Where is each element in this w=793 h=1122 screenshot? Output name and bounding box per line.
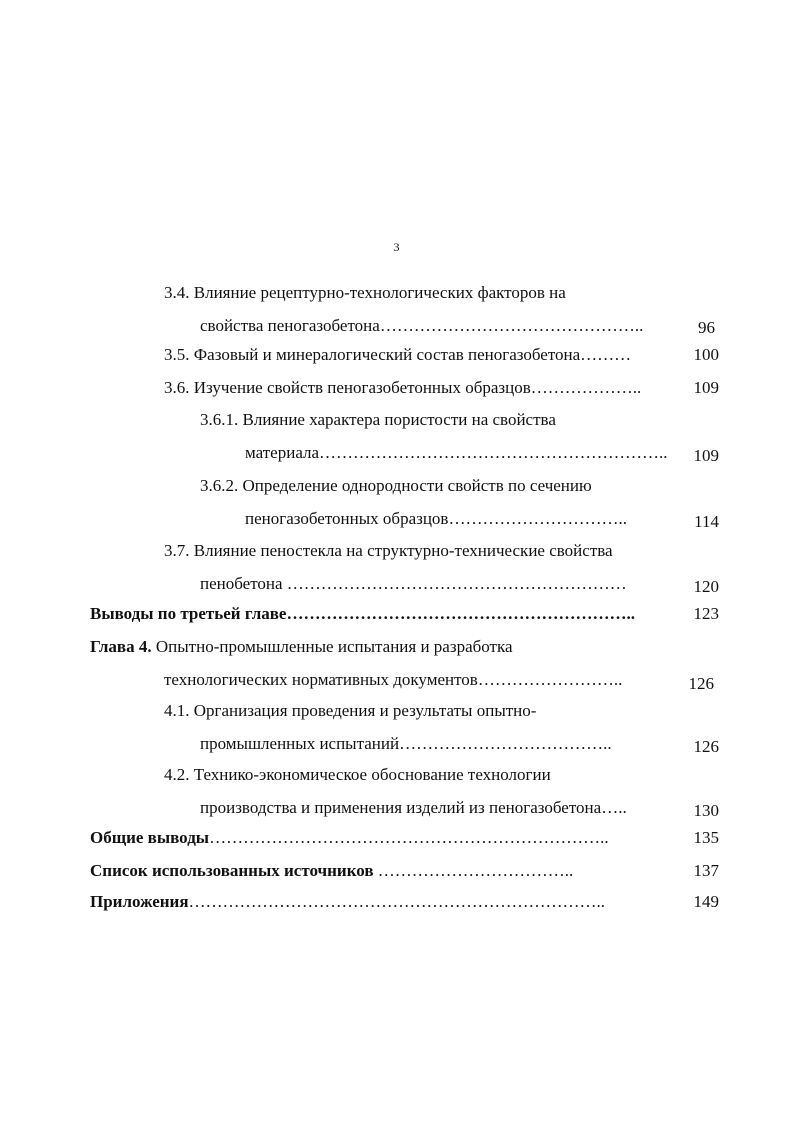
toc-appendix [90, 892, 605, 912]
toc-4-1-page: 126 [693, 737, 719, 756]
toc-appendix-dots: ……………………………………………………………….. [188, 892, 606, 911]
toc-3-6-2-page: 114 [694, 512, 719, 531]
toc-4-1-line1: 4.1. Организация проведения и результаты опытно- [164, 701, 537, 720]
toc-conclusions-3: Выводы по третьей главе…………………………………………………….. [90, 604, 635, 623]
toc-3-4-page: 96 [698, 318, 715, 337]
toc-general-conclusions [90, 828, 609, 848]
toc-3-4-line1: 3.4. Влияние рецептурно-технологических факторов на [164, 283, 566, 302]
toc-chapter-4-line1 [90, 637, 513, 657]
toc-chapter-4-page: 126 [688, 674, 714, 693]
toc-3-6-line1: 3.6. Изучение свойств пеногазобетонных образцов……………….. [164, 378, 642, 397]
toc-chapter-4-label: Глава 4. [90, 637, 152, 656]
toc-chapter-4-line2: технологических нормативных документов…………………….. [164, 670, 623, 689]
toc-general-dots: …………………………………………………………….. [209, 828, 609, 847]
toc-general-page: 135 [693, 828, 719, 847]
toc-3-6-page: 109 [693, 378, 719, 397]
toc-4-2-page: 130 [693, 801, 719, 820]
toc-4-1-line2: промышленных испытаний……………………………….. [200, 734, 612, 753]
toc-3-7-line2: пенобетона …………………………………………………… [200, 574, 627, 593]
toc-3-7-page: 120 [693, 577, 719, 596]
toc-4-2-line2: производства и применения изделий из пеногазобетона….. [200, 798, 627, 817]
toc-3-6-1-line2: материала…………………………………………………….. [245, 443, 668, 462]
toc-3-6-2-line2: пеногазобетонных образцов………………………….. [245, 509, 627, 528]
toc-appendix-page: 149 [693, 892, 719, 911]
toc-3-5-line1: 3.5. Фазовый и минералогический состав пеногазобетона……… [164, 345, 632, 364]
toc-3-6-1-line1: 3.6.1. Влияние характера пористости на свойства [200, 410, 556, 429]
toc-3-6-2-line1: 3.6.2. Определение однородности свойств по сечению [200, 476, 592, 495]
page-number: 3 [393, 240, 400, 254]
toc-chapter-4-title: Опытно-промышленные испытания и разработка [151, 637, 513, 656]
toc-conclusions-3-page: 123 [693, 604, 719, 623]
toc-4-2-line1: 4.2. Технико-экономическое обоснование технологии [164, 765, 551, 784]
toc-3-6-1-page: 109 [693, 446, 719, 465]
toc-3-7-line1: 3.7. Влияние пеностекла на структурно-технические свойства [164, 541, 613, 560]
toc-references [90, 861, 573, 881]
toc-references-label: Список использованных источников [90, 861, 374, 880]
toc-references-page: 137 [693, 861, 719, 880]
toc-3-4-line2: свойства пеногазобетона……………………………………….. [200, 316, 644, 335]
toc-general-label: Общие выводы [90, 828, 210, 847]
toc-appendix-label: Приложения [90, 892, 189, 911]
toc-references-dots: …………………………….. [373, 861, 574, 880]
toc-3-5-page: 100 [693, 345, 719, 364]
